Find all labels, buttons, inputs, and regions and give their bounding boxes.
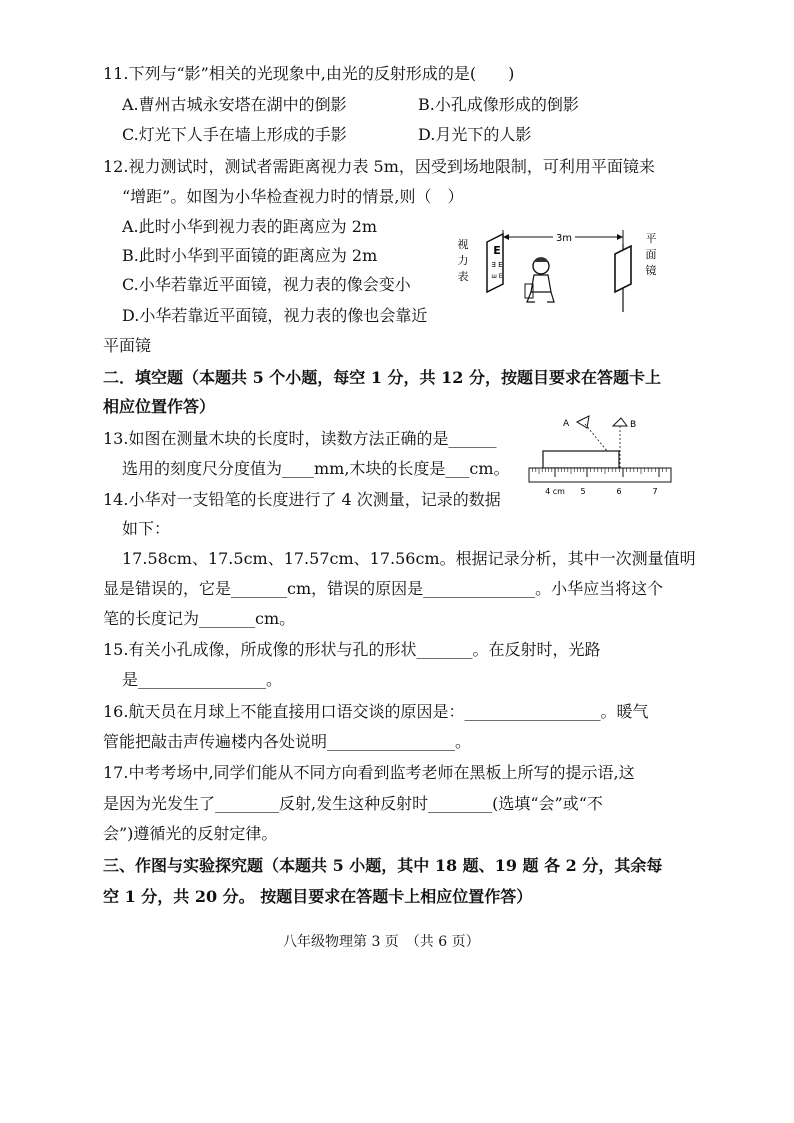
svg-text:E: E <box>493 244 501 257</box>
q17-line3: 会”)遵循光的反射定律。 <box>103 824 278 843</box>
ruler-tick-4cm: 4 cm <box>545 487 565 496</box>
mirror-label-2: 面 <box>645 248 657 261</box>
ruler-tick-6: 6 <box>616 487 622 496</box>
page-footer: 八年级物理第 3 页 （共 6 页） <box>283 934 480 950</box>
q12-stem-line1: 12.视力测试时，测试者需距离视力表 5m，因受到场地限制，可利用平面镜来 <box>103 157 655 176</box>
q14-line5: 笔的长度记为_______cm。 <box>103 609 296 628</box>
q14-line3: 17.58cm、17.5cm、17.57cm、17.56cm。根据记录分析，其中一次测量值明 <box>122 549 696 568</box>
section2-title-line1: 二．填空题（本题共 5 个小题，每空 1 分，共 12 分，按题目要求在答题卡上 <box>103 368 661 387</box>
q13-line1: 13.如图在测量木块的长度时，读数方法正确的是______ <box>103 429 497 448</box>
q13-ruler-figure <box>525 410 675 498</box>
q17-line1: 17.中考考场中,同学们能从不同方向看到监考老师在黑板上所写的提示语,这 <box>103 763 635 782</box>
q11-option-c: C.灯光下人手在墙上形成的手影 <box>122 125 347 144</box>
reading-label-a: A <box>563 419 570 429</box>
ruler-tick-7: 7 <box>652 487 658 496</box>
q11-stem: 11.下列与“影”相关的光现象中,由光的反射形成的是( ) <box>103 64 515 83</box>
q14-line2: 如下： <box>122 519 171 538</box>
plane-mirror <box>615 244 631 312</box>
svg-text:Ǝ E: Ǝ E <box>491 261 503 269</box>
q16-line1: 16.航天员在月球上不能直接用口语交谈的原因是：_________________。暖气 <box>103 702 649 721</box>
q15-line1: 15.有关小孔成像，所成像的形状与孔的形状_______。在反射时，光路 <box>103 640 601 659</box>
q14-line4: 显是错误的，它是_______cm，错误的原因是______________。小华应当将这个 <box>103 579 664 598</box>
q12-eye-test-figure <box>455 222 665 322</box>
mirror-label-1: 平 <box>645 232 657 245</box>
q12-stem-line2: “增距”。如图为小华检查视力时的情景,则（ ） <box>122 187 464 206</box>
q11-option-a: A.曹州古城永安塔在湖中的倒影 <box>122 95 347 114</box>
ruler-tick-5: 5 <box>580 487 586 496</box>
q12-option-d-line2: 平面镜 <box>103 336 152 355</box>
q12-option-d-line1: D.小华若靠近平面镜，视力表的像也会靠近 <box>122 306 428 325</box>
svg-text:3m: 3m <box>555 233 573 244</box>
eye-chart-label-3: 表 <box>457 270 469 283</box>
q15-line2: 是________________。 <box>122 670 283 689</box>
child-figure <box>525 258 554 302</box>
section3-title-line1: 三、作图与实验探究题（本题共 5 小题，其中 18 题、19 题 各 2 分，其余每 <box>103 856 663 875</box>
reading-label-b: B <box>630 420 637 430</box>
eye-chart-label-1: 视 <box>457 238 469 251</box>
q11-option-b: B.小孔成像形成的倒影 <box>418 95 579 114</box>
q14-line1: 14.小华对一支铅笔的长度进行了 4 次测量，记录的数据 <box>103 490 501 509</box>
section3-title-line2: 空 1 分，共 20 分。 按题目要求在答题卡上相应位置作答） <box>103 887 533 906</box>
eye-chart-label-2: 力 <box>457 254 469 267</box>
svg-text:ш E: ш E <box>491 273 503 280</box>
ruler <box>529 468 671 482</box>
q12-option-c: C.小华若靠近平面镜，视力表的像会变小 <box>122 275 411 294</box>
mirror-label-3: 镜 <box>645 264 657 277</box>
section2-title-line2: 相应位置作答） <box>103 397 216 416</box>
q13-line2: 选用的刻度尺分度值为____mm,木块的长度是___cm。 <box>122 459 510 478</box>
q17-line2: 是因为光发生了________反射,发生这种反射时________(选填“会”或“不 <box>103 794 603 813</box>
distance-marker <box>503 230 623 244</box>
q12-option-a: A.此时小华到视力表的距离应为 2m <box>122 217 378 236</box>
q12-option-b: B.此时小华到平面镜的距离应为 2m <box>122 246 378 265</box>
q16-line2: 管能把敲击声传遍楼内各处说明________________。 <box>103 732 472 751</box>
wooden-block <box>543 451 619 468</box>
q11-option-d: D.月光下的人影 <box>418 125 532 144</box>
eye-chart <box>487 234 503 292</box>
